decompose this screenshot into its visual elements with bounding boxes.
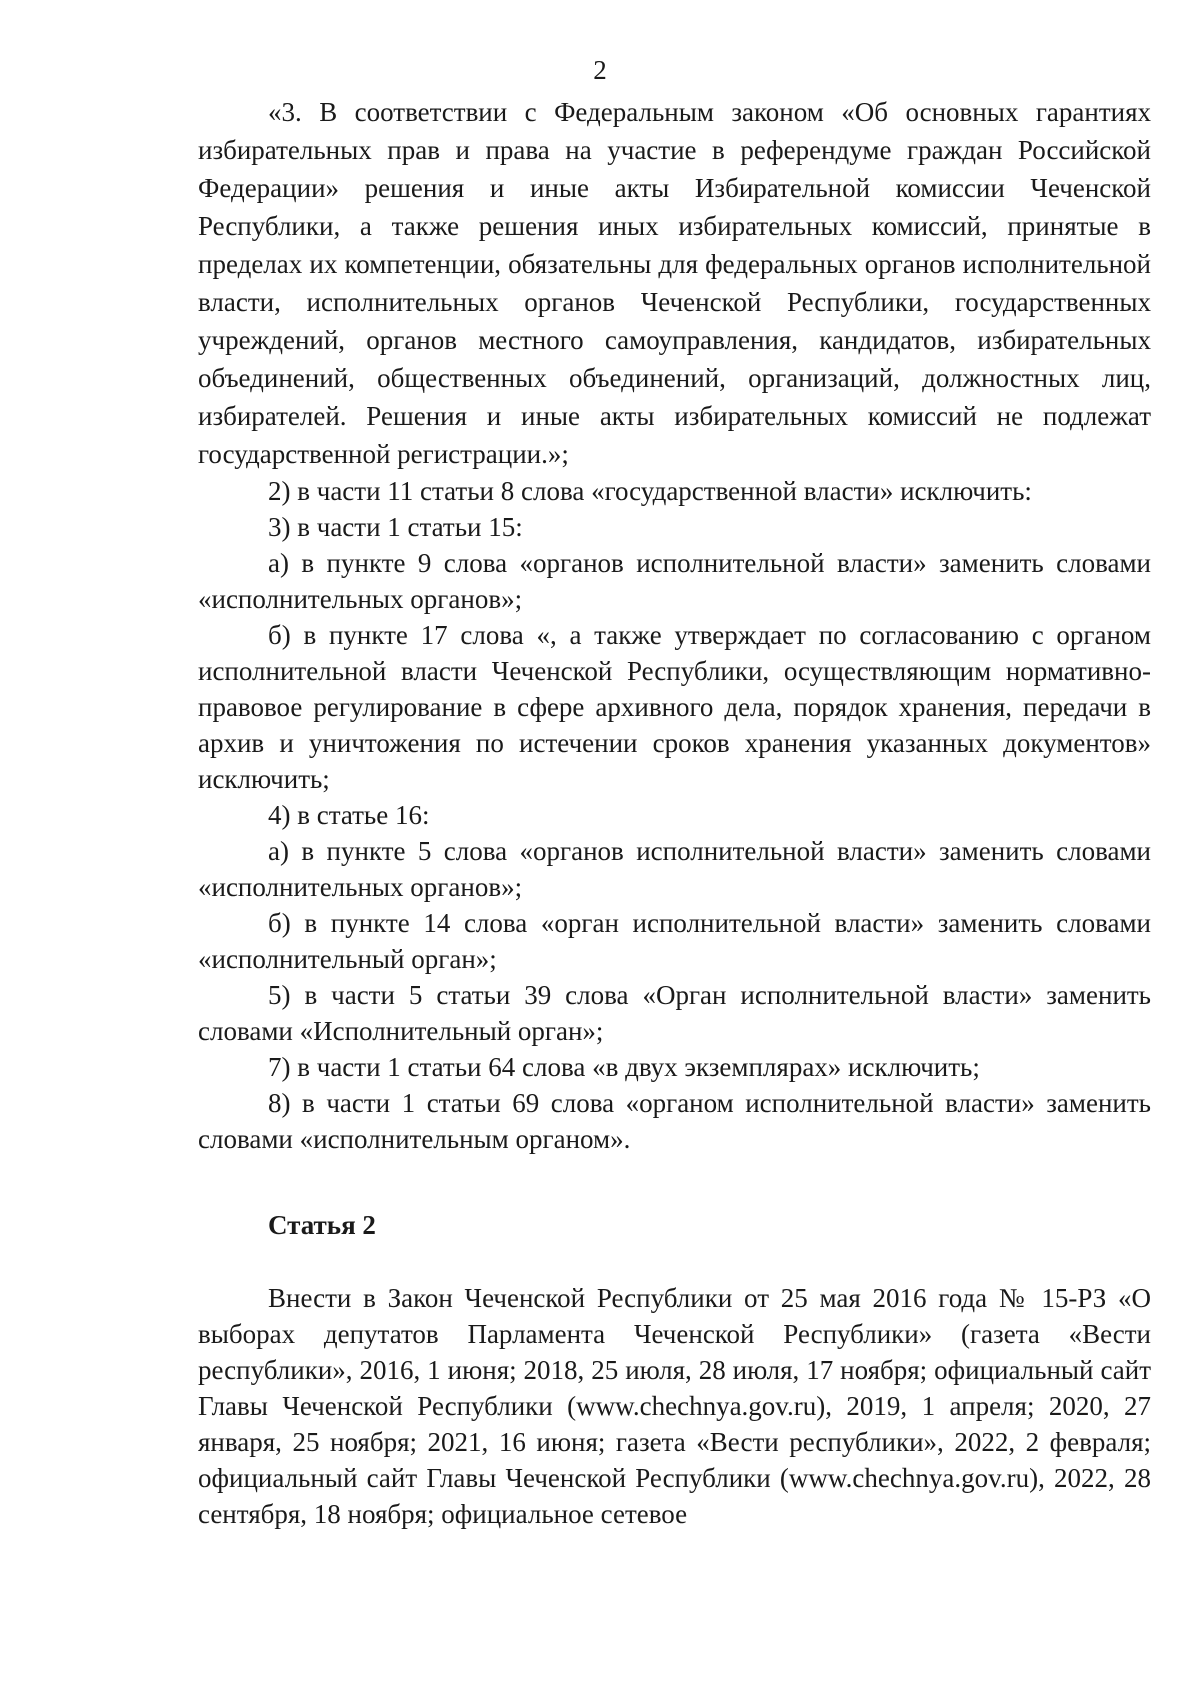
paragraph-item-2: 2) в части 11 статьи 8 слова «государственной власти» исключить: bbox=[268, 476, 1032, 506]
paragraph-item-7: 7) в части 1 статьи 64 слова «в двух экземплярах» исключить; bbox=[268, 1052, 980, 1082]
article-2-heading: Статья 2 bbox=[268, 1210, 376, 1240]
paragraph-item-4: 4) в статье 16: bbox=[268, 800, 430, 830]
paragraph-item-3b: б) в пункте 17 слова «, а также утверждает по согласованию с органом исполнительной власти Чеченской Республики, осуществляющим нормативно-правовое регулирование в сфере архивного дела, порядок хранения, передачи в архив и уничтожения по истечении сроков хранения указанных документов» исключить; bbox=[198, 620, 1151, 794]
paragraph-item-4a: а) в пункте 5 слова «органов исполнительной власти» заменить словами «исполнительных органов»; bbox=[198, 836, 1151, 902]
spacer bbox=[198, 1243, 1151, 1280]
paragraph-item-3a: а) в пункте 9 слова «органов исполнительной власти» заменить словами «исполнительных органов»; bbox=[198, 548, 1151, 614]
document-body bbox=[198, 93, 1151, 1532]
spacer bbox=[198, 1157, 1151, 1207]
paragraph-item-5: 5) в части 5 статьи 39 слова «Орган исполнительной власти» заменить словами «Исполнительный орган»; bbox=[198, 980, 1151, 1046]
page-number: 2 bbox=[593, 55, 607, 85]
paragraph-item-4b: б) в пункте 14 слова «орган исполнительной власти» заменить словами «исполнительный орган»; bbox=[198, 908, 1151, 974]
article-2-paragraph: Внести в Закон Чеченской Республики от 25 мая 2016 года № 15-РЗ «О выборах депутатов Парламента Чеченской Республики» (газета «Вести республики», 2016, 1 июня; 2018, 25 июля, 28 июля, 17 ноября; официальный сайт Главы Чеченской Республики (www.chechnya.gov.ru), 2019, 1 апреля; 2020, 27 января, 25 ноября; 2021, 16 июня; газета «Вести республики», 2022, 2 февраля; официальный сайт Главы Чеченской Республики (www.chechnya.gov.ru), 2022, 28 сентября, 18 ноября; официальное сетевое bbox=[198, 1283, 1151, 1529]
paragraph-item-3: 3) в части 1 статьи 15: bbox=[268, 512, 523, 542]
paragraph-clause-3-quote: «3. В соответствии с Федеральным законом «Об основных гарантиях избирательных прав и права на участие в референдуме граждан Российской Федерации» решения и иные акты Избирательной комиссии Чеченской Республики, а также решения иных избирательных комиссий, принятые в пределах их компетенции, обязательны для федеральных органов исполнительной власти, исполнительных органов Чеченской Республики, государственных учреждений, органов местного самоуправления, кандидатов, избирательных объединений, общественных объединений, организаций, должностных лиц, избирателей. Решения и иные акты избирательных комиссий не подлежат государственной регистрации.»; bbox=[198, 97, 1151, 469]
paragraph-item-8: 8) в части 1 статьи 69 слова «органом исполнительной власти» заменить словами «исполнительным органом». bbox=[198, 1088, 1151, 1154]
